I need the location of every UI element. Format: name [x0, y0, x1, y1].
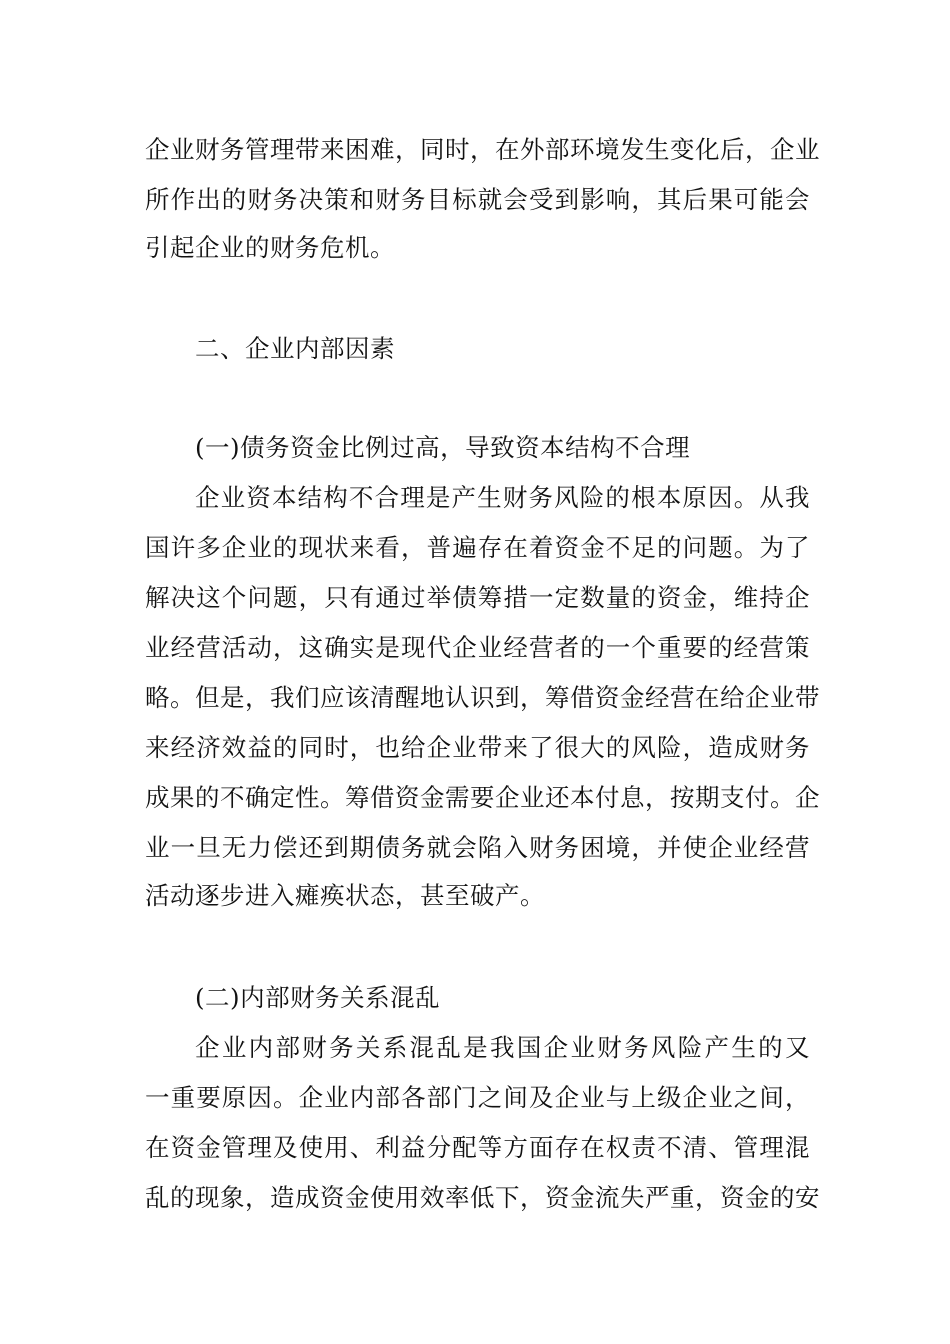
- paragraph-intro-line-2: 所作出的财务决策和财务目标就会受到影响，其后果可能会: [145, 185, 810, 214]
- subsection-1-line-2: 国许多企业的现状来看，普遍存在着资金不足的问题。为了: [145, 533, 810, 562]
- paragraph-intro-line-1: 企业财务管理带来困难，同时，在外部环境发生变化后，企业: [145, 135, 820, 164]
- subsection-2-line-4: 乱的现象，造成资金使用效率低下，资金流失严重，资金的安: [145, 1183, 820, 1212]
- subsection-1-line-8: 业一旦无力偿还到期债务就会陷入财务困境，并使企业经营: [145, 833, 810, 862]
- subsection-2-line-1: 企业内部财务关系混乱是我国企业财务风险产生的又: [195, 1033, 810, 1062]
- subsection-1-line-9: 活动逐步进入瘫痪状态，甚至破产。: [145, 881, 545, 910]
- subsection-2-line-2: 一重要原因。企业内部各部门之间及企业与上级企业之间，: [145, 1083, 810, 1112]
- subsection-2-heading: (二)内部财务关系混乱: [195, 983, 441, 1012]
- section-heading: 二、企业内部因素: [195, 334, 395, 363]
- subsection-2-line-3: 在资金管理及使用、利益分配等方面存在权责不清、管理混: [145, 1133, 810, 1162]
- subsection-1-heading: (一)债务资金比例过高，导致资本结构不合理: [195, 433, 691, 462]
- subsection-1-line-3: 解决这个问题，只有通过举债筹措一定数量的资金，维持企: [145, 583, 810, 612]
- subsection-1-line-4: 业经营活动，这确实是现代企业经营者的一个重要的经营策: [145, 633, 810, 662]
- subsection-1-line-1: 企业资本结构不合理是产生财务风险的根本原因。从我: [195, 483, 810, 512]
- subsection-1-line-5: 略。但是，我们应该清醒地认识到，筹借资金经营在给企业带: [145, 683, 820, 712]
- subsection-1-line-7: 成果的不确定性。筹借资金需要企业还本付息，按期支付。企: [145, 783, 820, 812]
- paragraph-intro-line-3: 引起企业的财务危机。: [145, 233, 395, 262]
- subsection-1-line-6: 来经济效益的同时，也给企业带来了很大的风险，造成财务: [145, 733, 810, 762]
